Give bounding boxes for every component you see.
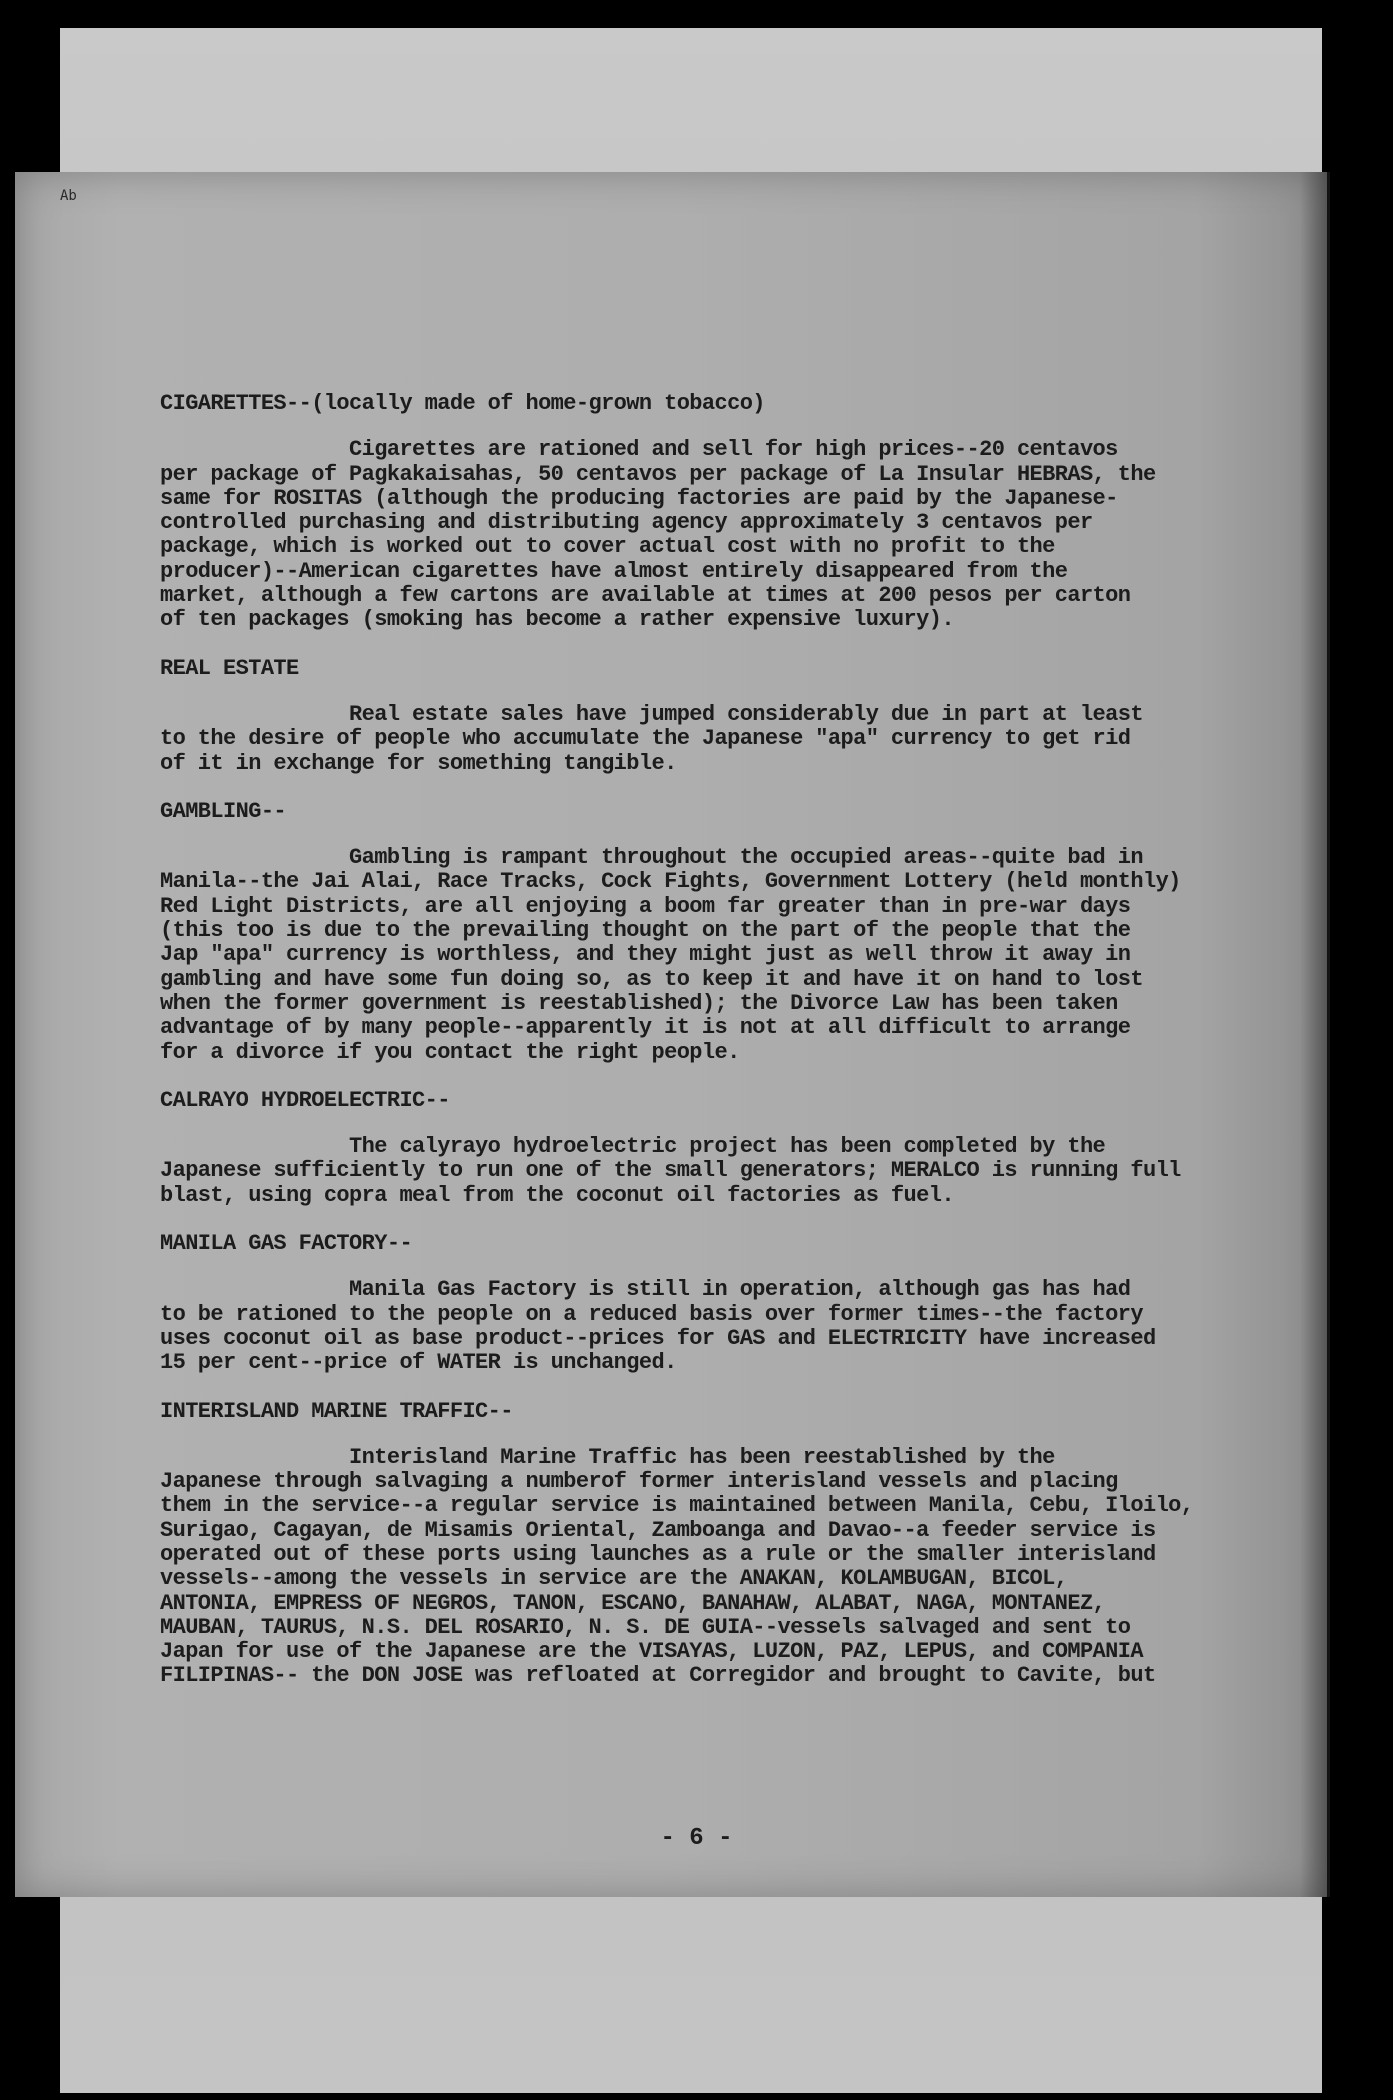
paragraph-line: FILIPINAS-- the DON JOSE was refloated at Corregidor and brought to Cavite, but <box>160 1663 1156 1689</box>
corner-mark: Ab <box>60 188 77 204</box>
paragraph-line: to the desire of people who accumulate the Japanese "apa" currency to get rid <box>160 726 1131 752</box>
page-number: - 6 - <box>660 1825 733 1852</box>
paragraph-line: Cigarettes are rationed and sell for high prices--20 centavos <box>160 437 1118 463</box>
paragraph-line: same for ROSITAS (although the producing factories are paid by the Japanese- <box>160 485 1118 511</box>
paragraph-line: to be rationed to the people on a reduced basis over former times--the factory <box>160 1301 1143 1327</box>
section-paragraph <box>160 438 1240 632</box>
section-heading: CALRAYO HYDROELECTRIC-- <box>160 1087 450 1113</box>
section-heading: REAL ESTATE <box>160 655 299 681</box>
paragraph-line: for a divorce if you contact the right people. <box>160 1039 740 1065</box>
paragraph-line: producer)--American cigarettes have almost entirely disappeared from the <box>160 558 1068 584</box>
paragraph-line: package, which is worked out to cover actual cost with no profit to the <box>160 534 1055 560</box>
paragraph-line: Manila--the Jai Alai, Race Tracks, Cock Fights, Government Lottery (held monthly) <box>160 869 1181 895</box>
paragraph-line: them in the service--a regular service is maintained between Manila, Cebu, Iloilo, <box>160 1493 1194 1519</box>
paragraph-line: Japan for use of the Japanese are the VISAYAS, LUZON, PAZ, LEPUS, and COMPANIA <box>160 1639 1143 1665</box>
paragraph-line: of ten packages (smoking has become a rather expensive luxury). <box>160 607 954 633</box>
paragraph-line: when the former government is reestablished); the Divorce Law has been taken <box>160 990 1118 1016</box>
section-heading: MANILA GAS FACTORY-- <box>160 1231 413 1257</box>
paragraph-line: Red Light Districts, are all enjoying a boom far greater than in pre-war days <box>160 893 1131 919</box>
section-paragraph <box>160 846 1240 1065</box>
paragraph-line: ANTONIA, EMPRESS OF NEGROS, TANON, ESCANO, BANAHAW, ALABAT, NAGA, MONTANEZ, <box>160 1590 1106 1616</box>
paragraph-line: operated out of these ports using launches as a rule or the smaller interisland <box>160 1541 1156 1567</box>
paragraph-line: Surigao, Cagayan, de Misamis Oriental, Zamboanga and Davao--a feeder service is <box>160 1517 1156 1543</box>
document-body <box>160 392 1240 1713</box>
paragraph-line: Gambling is rampant throughout the occupied areas--quite bad in <box>160 845 1143 871</box>
section-paragraph <box>160 703 1240 776</box>
paragraph-line: uses coconut oil as base product--prices for GAS and ELECTRICITY have increased <box>160 1325 1156 1351</box>
paragraph-line: MAUBAN, TAURUS, N.S. DEL ROSARIO, N. S. DE GUIA--vessels salvaged and sent to <box>160 1614 1131 1640</box>
paragraph-line: of it in exchange for something tangible. <box>160 750 677 776</box>
paragraph-line: Japanese sufficiently to run one of the small generators; MERALCO is running full <box>160 1158 1181 1184</box>
section-paragraph <box>160 1135 1240 1208</box>
paragraph-line: 15 per cent--price of WATER is unchanged. <box>160 1350 677 1376</box>
paragraph-line: controlled purchasing and distributing agency approximately 3 centavos per <box>160 510 1093 536</box>
sheet-edge-shadow <box>1300 172 1330 1897</box>
section-paragraph <box>160 1278 1240 1375</box>
section-heading: CIGARETTES--(locally made of home-grown tobacco) <box>160 391 765 416</box>
paragraph-line: gambling and have some fun doing so, as to keep it and have it on hand to lost <box>160 966 1143 992</box>
section-heading: INTERISLAND MARINE TRAFFIC-- <box>160 1398 513 1424</box>
paragraph-line: per package of Pagkakaisahas, 50 centavos per package of La Insular HEBRAS, the <box>160 461 1156 487</box>
paragraph-line: (this too is due to the prevailing thought on the part of the people that the <box>160 918 1131 944</box>
paragraph-line: Real estate sales have jumped considerably due in part at least <box>160 701 1143 727</box>
paragraph-line: Japanese through salvaging a numberof former interisland vessels and placing <box>160 1469 1118 1495</box>
paragraph-line: Jap "apa" currency is worthless, and they might just as well throw it away in <box>160 942 1131 968</box>
paragraph-line: Manila Gas Factory is still in operation, although gas has had <box>160 1277 1131 1303</box>
paragraph-line: Interisland Marine Traffic has been reestablished by the <box>160 1444 1055 1470</box>
paragraph-line: blast, using copra meal from the coconut oil factories as fuel. <box>160 1182 954 1208</box>
section-paragraph <box>160 1446 1240 1689</box>
section-heading: GAMBLING-- <box>160 798 287 824</box>
paragraph-line: market, although a few cartons are available at times at 200 pesos per carton <box>160 583 1131 609</box>
paragraph-line: advantage of by many people--apparently it is not at all difficult to arrange <box>160 1015 1131 1041</box>
paragraph-line: vessels--among the vessels in service are the ANAKAN, KOLAMBUGAN, BICOL, <box>160 1566 1068 1592</box>
paragraph-line: The calyrayo hydroelectric project has been completed by the <box>160 1134 1106 1160</box>
